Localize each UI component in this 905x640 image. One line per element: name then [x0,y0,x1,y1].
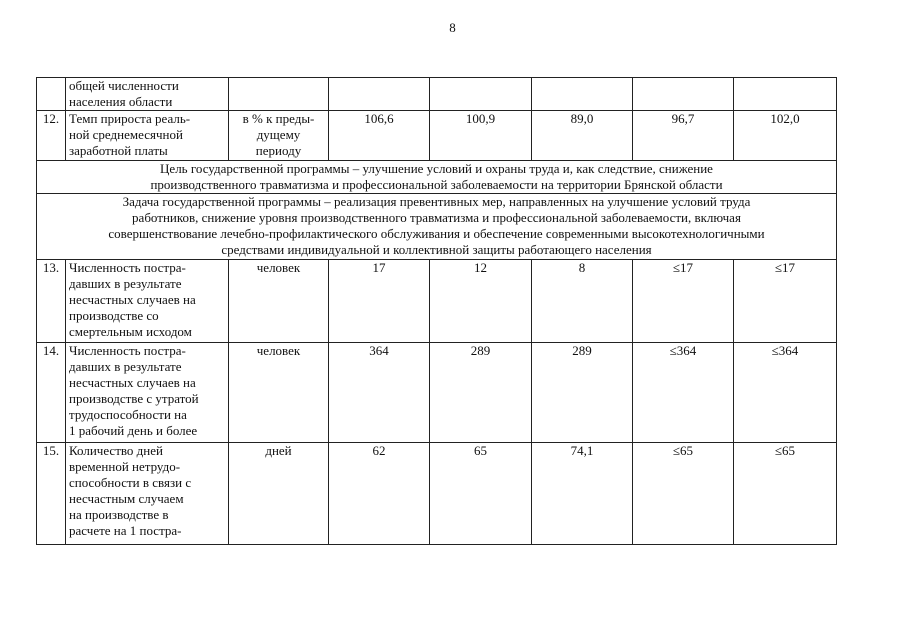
indicator-name-cell [66,443,229,545]
indicator-name-line: Количество дней [69,443,163,458]
unit-line: человек [256,260,301,275]
indicator-name-line: несчастным случаем [69,491,184,506]
value-cell: 96,7 [633,111,734,161]
section-heading-line: средствами индивидуальной и коллективной защиты работающего населения [221,242,652,257]
value-cell [633,78,734,111]
table-body [37,78,837,545]
section-heading-line: работников, снижение уровня производственного травматизма и профессиональной заболеваемости, включая [132,210,741,225]
indicator-name-line: способности в связи с [69,475,192,490]
table-row [37,343,837,443]
row-number-cell: 12. [37,111,66,161]
unit-line: человек [256,343,301,358]
value-cell: ≤65 [633,443,734,545]
indicator-name-line: ной среднемесячной [69,127,183,142]
indicator-name-line: 1 рабочий день и более [69,423,198,438]
indicators-table [36,77,837,545]
indicator-name-line: расчете на 1 постра- [69,523,182,538]
value-cell: 364 [329,343,430,443]
value-cell: 17 [329,260,430,343]
indicator-name-cell [66,260,229,343]
value-cell [734,78,837,111]
indicator-name-line: несчастных случаев на [69,292,196,307]
section-heading-cell [37,161,837,194]
indicator-name-line: Численность постра- [69,260,186,275]
row-number-cell [37,78,66,111]
indicator-name-line: Темп прироста реаль- [69,111,191,126]
value-cell: ≤364 [734,343,837,443]
value-cell [430,78,532,111]
section-heading-line: Задача государственной программы – реализация превентивных мер, направленных на улучшение условий труда [122,194,751,209]
indicator-name-line: на производстве в [69,507,169,522]
unit-line: дущему [256,127,301,142]
value-cell: 8 [532,260,633,343]
value-cell: 289 [430,343,532,443]
unit-line: в % к преды- [242,111,315,126]
unit-cell [229,343,329,443]
value-cell [532,78,633,111]
value-cell: 89,0 [532,111,633,161]
page-number: 8 [449,20,456,35]
value-cell: 289 [532,343,633,443]
unit-cell [229,260,329,343]
indicator-name-cell [66,78,229,111]
value-cell: ≤364 [633,343,734,443]
value-cell: 12 [430,260,532,343]
table-row [37,194,837,260]
row-number-cell: 15. [37,443,66,545]
section-heading-cell [37,194,837,260]
value-cell: ≤17 [734,260,837,343]
table-row [37,111,837,161]
unit-cell [229,78,329,111]
indicator-name-line: давших в результате [69,276,182,291]
indicator-name-line: давших в результате [69,359,182,374]
table-row [37,443,837,545]
indicator-name-line: несчастных случаев на [69,375,196,390]
row-number-cell: 14. [37,343,66,443]
value-cell [329,78,430,111]
indicator-name-line: производстве с утратой [69,391,199,406]
indicator-name-line: трудоспособности на [69,407,187,422]
value-cell: ≤65 [734,443,837,545]
table-row [37,161,837,194]
table-row [37,260,837,343]
value-cell: 106,6 [329,111,430,161]
indicator-name-line: производстве со [69,308,159,323]
section-heading-line: Цель государственной программы – улучшение условий и охраны труда и, как следствие, снижение [160,161,713,176]
indicator-name-cell [66,343,229,443]
indicator-name-cell [66,111,229,161]
unit-line: периоду [255,143,302,158]
indicator-name-line: общей численности [69,78,179,93]
indicator-name-line: смертельным исходом [69,324,192,339]
value-cell: 102,0 [734,111,837,161]
value-cell: ≤17 [633,260,734,343]
indicator-name-line: населения области [69,94,173,109]
value-cell: 62 [329,443,430,545]
indicator-name-line: Численность постра- [69,343,186,358]
indicator-name-line: заработной платы [69,143,168,158]
indicator-name-line: временной нетрудо- [69,459,181,474]
row-number-cell: 13. [37,260,66,343]
unit-cell [229,443,329,545]
unit-line: дней [265,443,292,458]
value-cell: 65 [430,443,532,545]
section-heading-line: совершенствование лечебно-профилактического обслуживания и обеспечение современными высокотехнологичными [108,226,765,241]
value-cell: 74,1 [532,443,633,545]
table-row [37,78,837,111]
section-heading-line: производственного травматизма и профессиональной заболеваемости на территории Брянской области [150,177,723,192]
value-cell: 100,9 [430,111,532,161]
unit-cell [229,111,329,161]
